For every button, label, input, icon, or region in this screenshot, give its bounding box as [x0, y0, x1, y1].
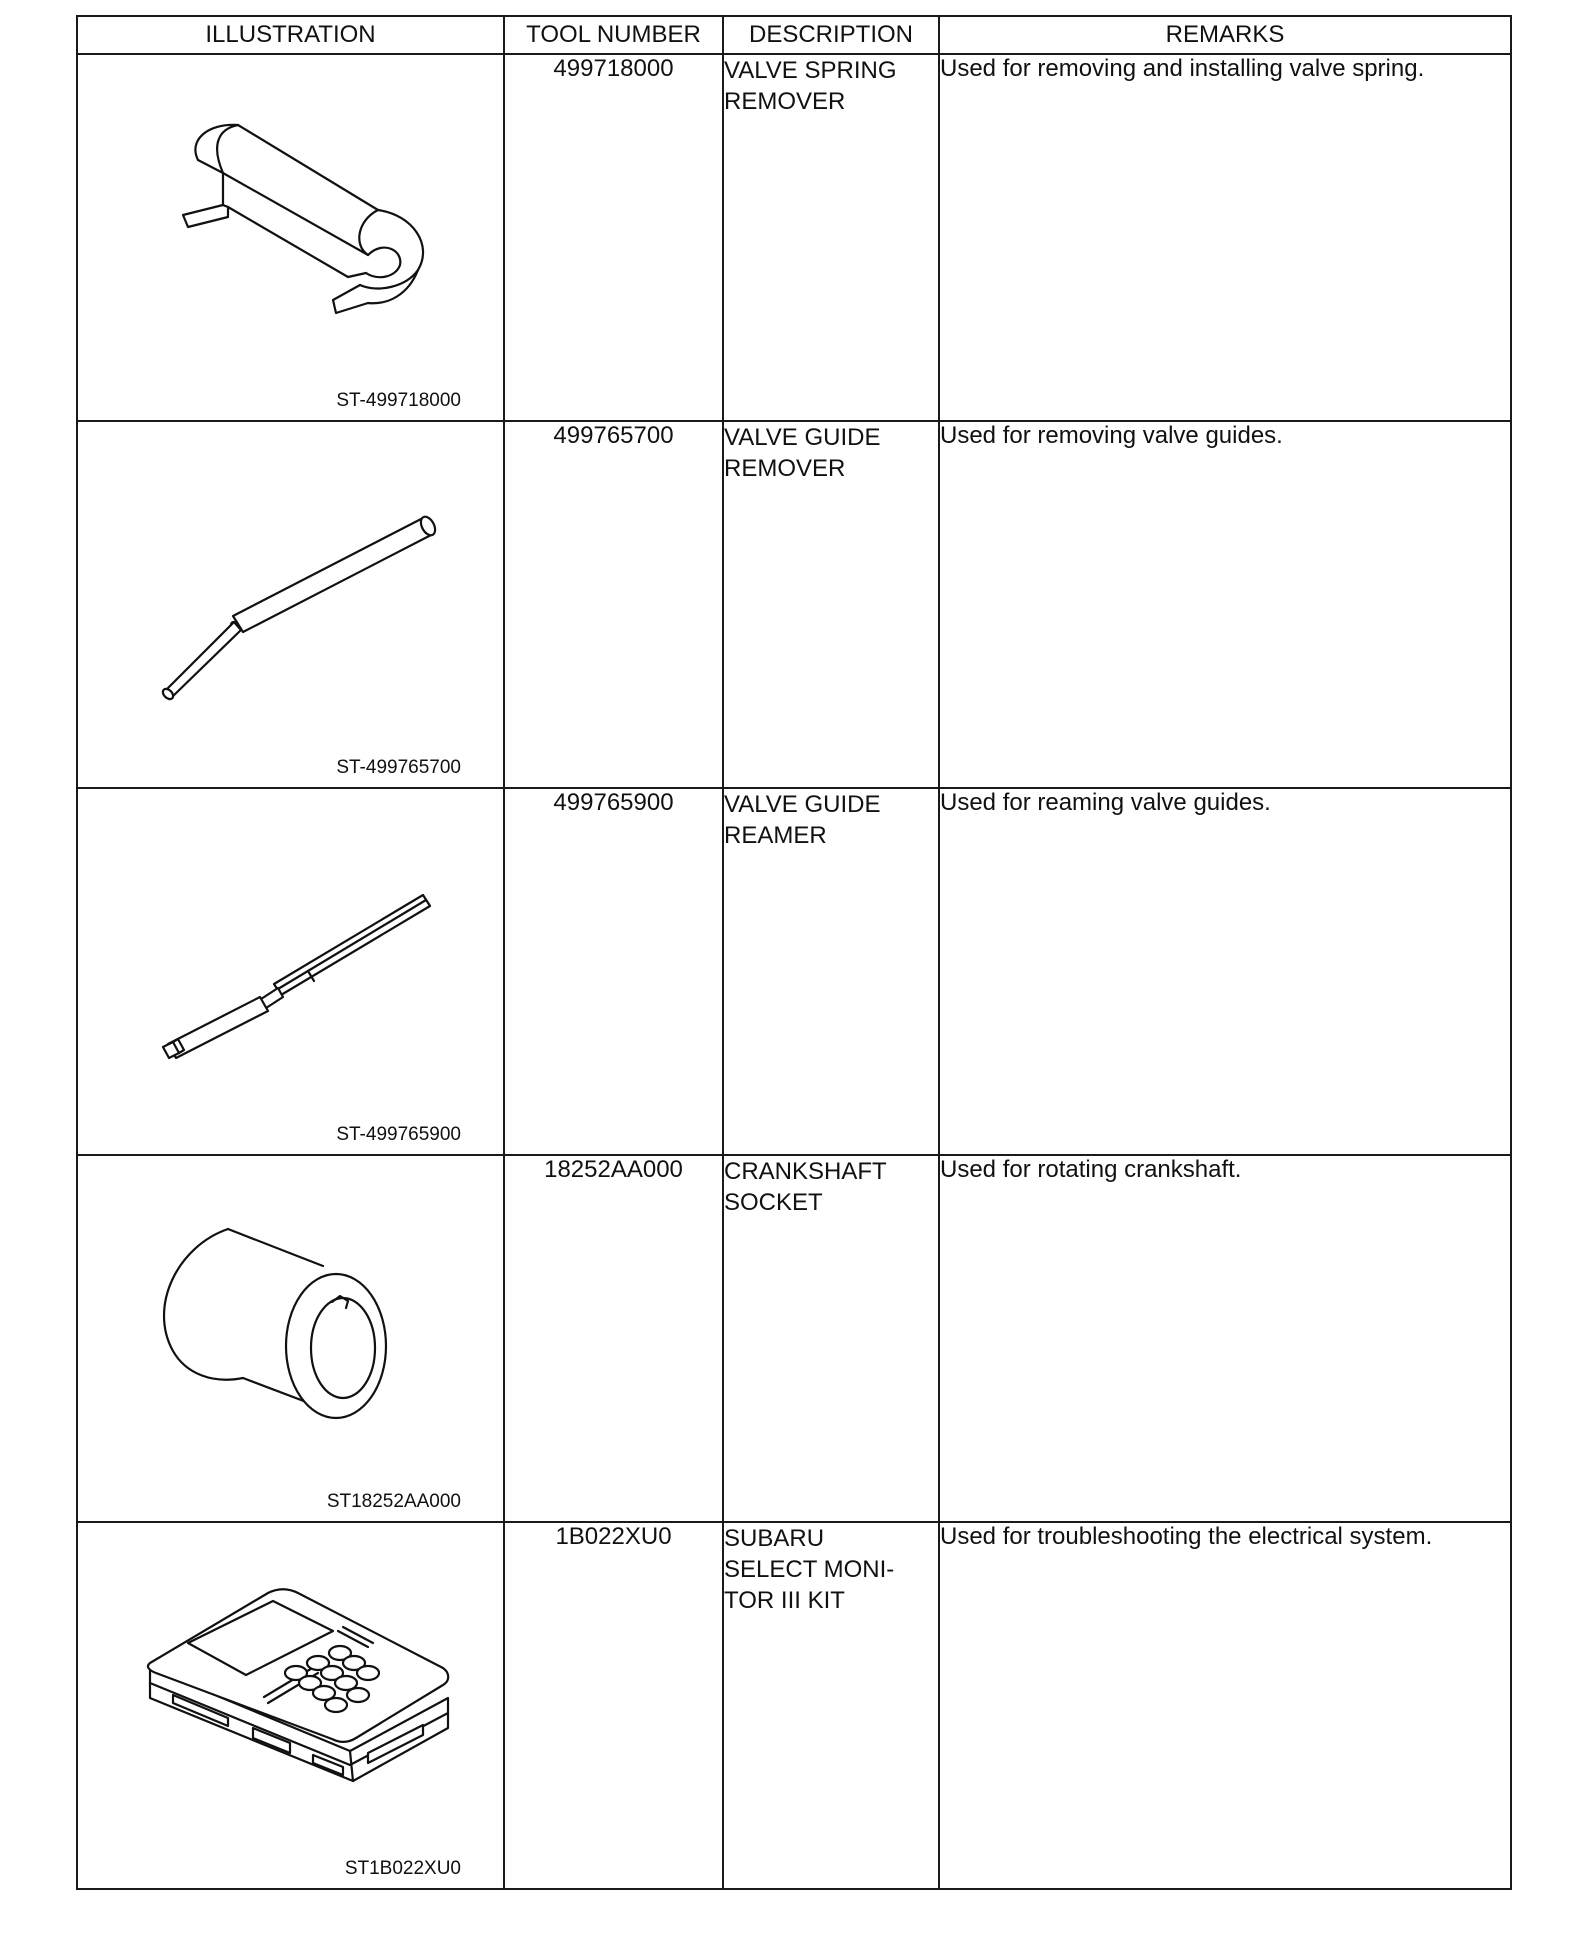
- tool-number: 499765700: [504, 421, 723, 788]
- crankshaft-socket-icon: [78, 1156, 505, 1521]
- illustration-cell: [77, 1522, 504, 1889]
- illustration-cell: [77, 54, 504, 421]
- special-tools-table: [76, 15, 1512, 1890]
- description-line: TOR III KIT: [724, 1587, 845, 1614]
- remarks: Used for removing and installing valve spring.: [939, 54, 1511, 421]
- valve-spring-remover-icon: [78, 55, 505, 420]
- description-line: SUBARU: [724, 1525, 825, 1552]
- description: [723, 788, 939, 1155]
- description: [723, 1155, 939, 1522]
- description-line: REMOVER: [724, 88, 846, 115]
- illustration-cell: [77, 1155, 504, 1522]
- select-monitor-kit-icon: [78, 1523, 505, 1888]
- header-remarks: REMARKS: [939, 16, 1511, 54]
- remarks: Used for reaming valve guides.: [939, 788, 1511, 1155]
- description-line: VALVE GUIDE: [724, 424, 881, 451]
- description-line: REMOVER: [724, 455, 846, 482]
- table-row: [77, 788, 1511, 1155]
- illustration-label: ST-499765700: [336, 757, 461, 778]
- description-line: SELECT MONI-: [724, 1556, 895, 1583]
- remarks: Used for rotating crankshaft.: [939, 1155, 1511, 1522]
- valve-guide-remover-icon: [78, 422, 505, 787]
- tool-number: 499765900: [504, 788, 723, 1155]
- description-line: CRANKSHAFT: [724, 1158, 887, 1185]
- remarks: Used for removing valve guides.: [939, 421, 1511, 788]
- table-row: [77, 1522, 1511, 1889]
- description-line: SOCKET: [724, 1189, 823, 1216]
- table-row: [77, 54, 1511, 421]
- header-illustration: ILLUSTRATION: [77, 16, 504, 54]
- illustration-label: ST-499718000: [336, 390, 461, 411]
- table-row: [77, 421, 1511, 788]
- description-line: VALVE GUIDE: [724, 791, 881, 818]
- illustration-cell: [77, 421, 504, 788]
- tool-number: 499718000: [504, 54, 723, 421]
- illustration-cell: [77, 788, 504, 1155]
- description: [723, 1522, 939, 1889]
- remarks: Used for troubleshooting the electrical system.: [939, 1522, 1511, 1889]
- description-line: VALVE SPRING: [724, 57, 897, 84]
- valve-guide-reamer-icon: [78, 789, 505, 1154]
- table-row: [77, 1155, 1511, 1522]
- header-description: DESCRIPTION: [723, 16, 939, 54]
- illustration-label: ST-499765900: [336, 1124, 461, 1145]
- header-row: [77, 16, 1511, 54]
- illustration-label: ST1B022XU0: [344, 1858, 461, 1879]
- description: [723, 54, 939, 421]
- description-line: REAMER: [724, 822, 827, 849]
- header-tool-number: TOOL NUMBER: [504, 16, 723, 54]
- description: [723, 421, 939, 788]
- tool-number: 1B022XU0: [504, 1522, 723, 1889]
- tool-number: 18252AA000: [504, 1155, 723, 1522]
- illustration-label: ST18252AA000: [326, 1491, 461, 1512]
